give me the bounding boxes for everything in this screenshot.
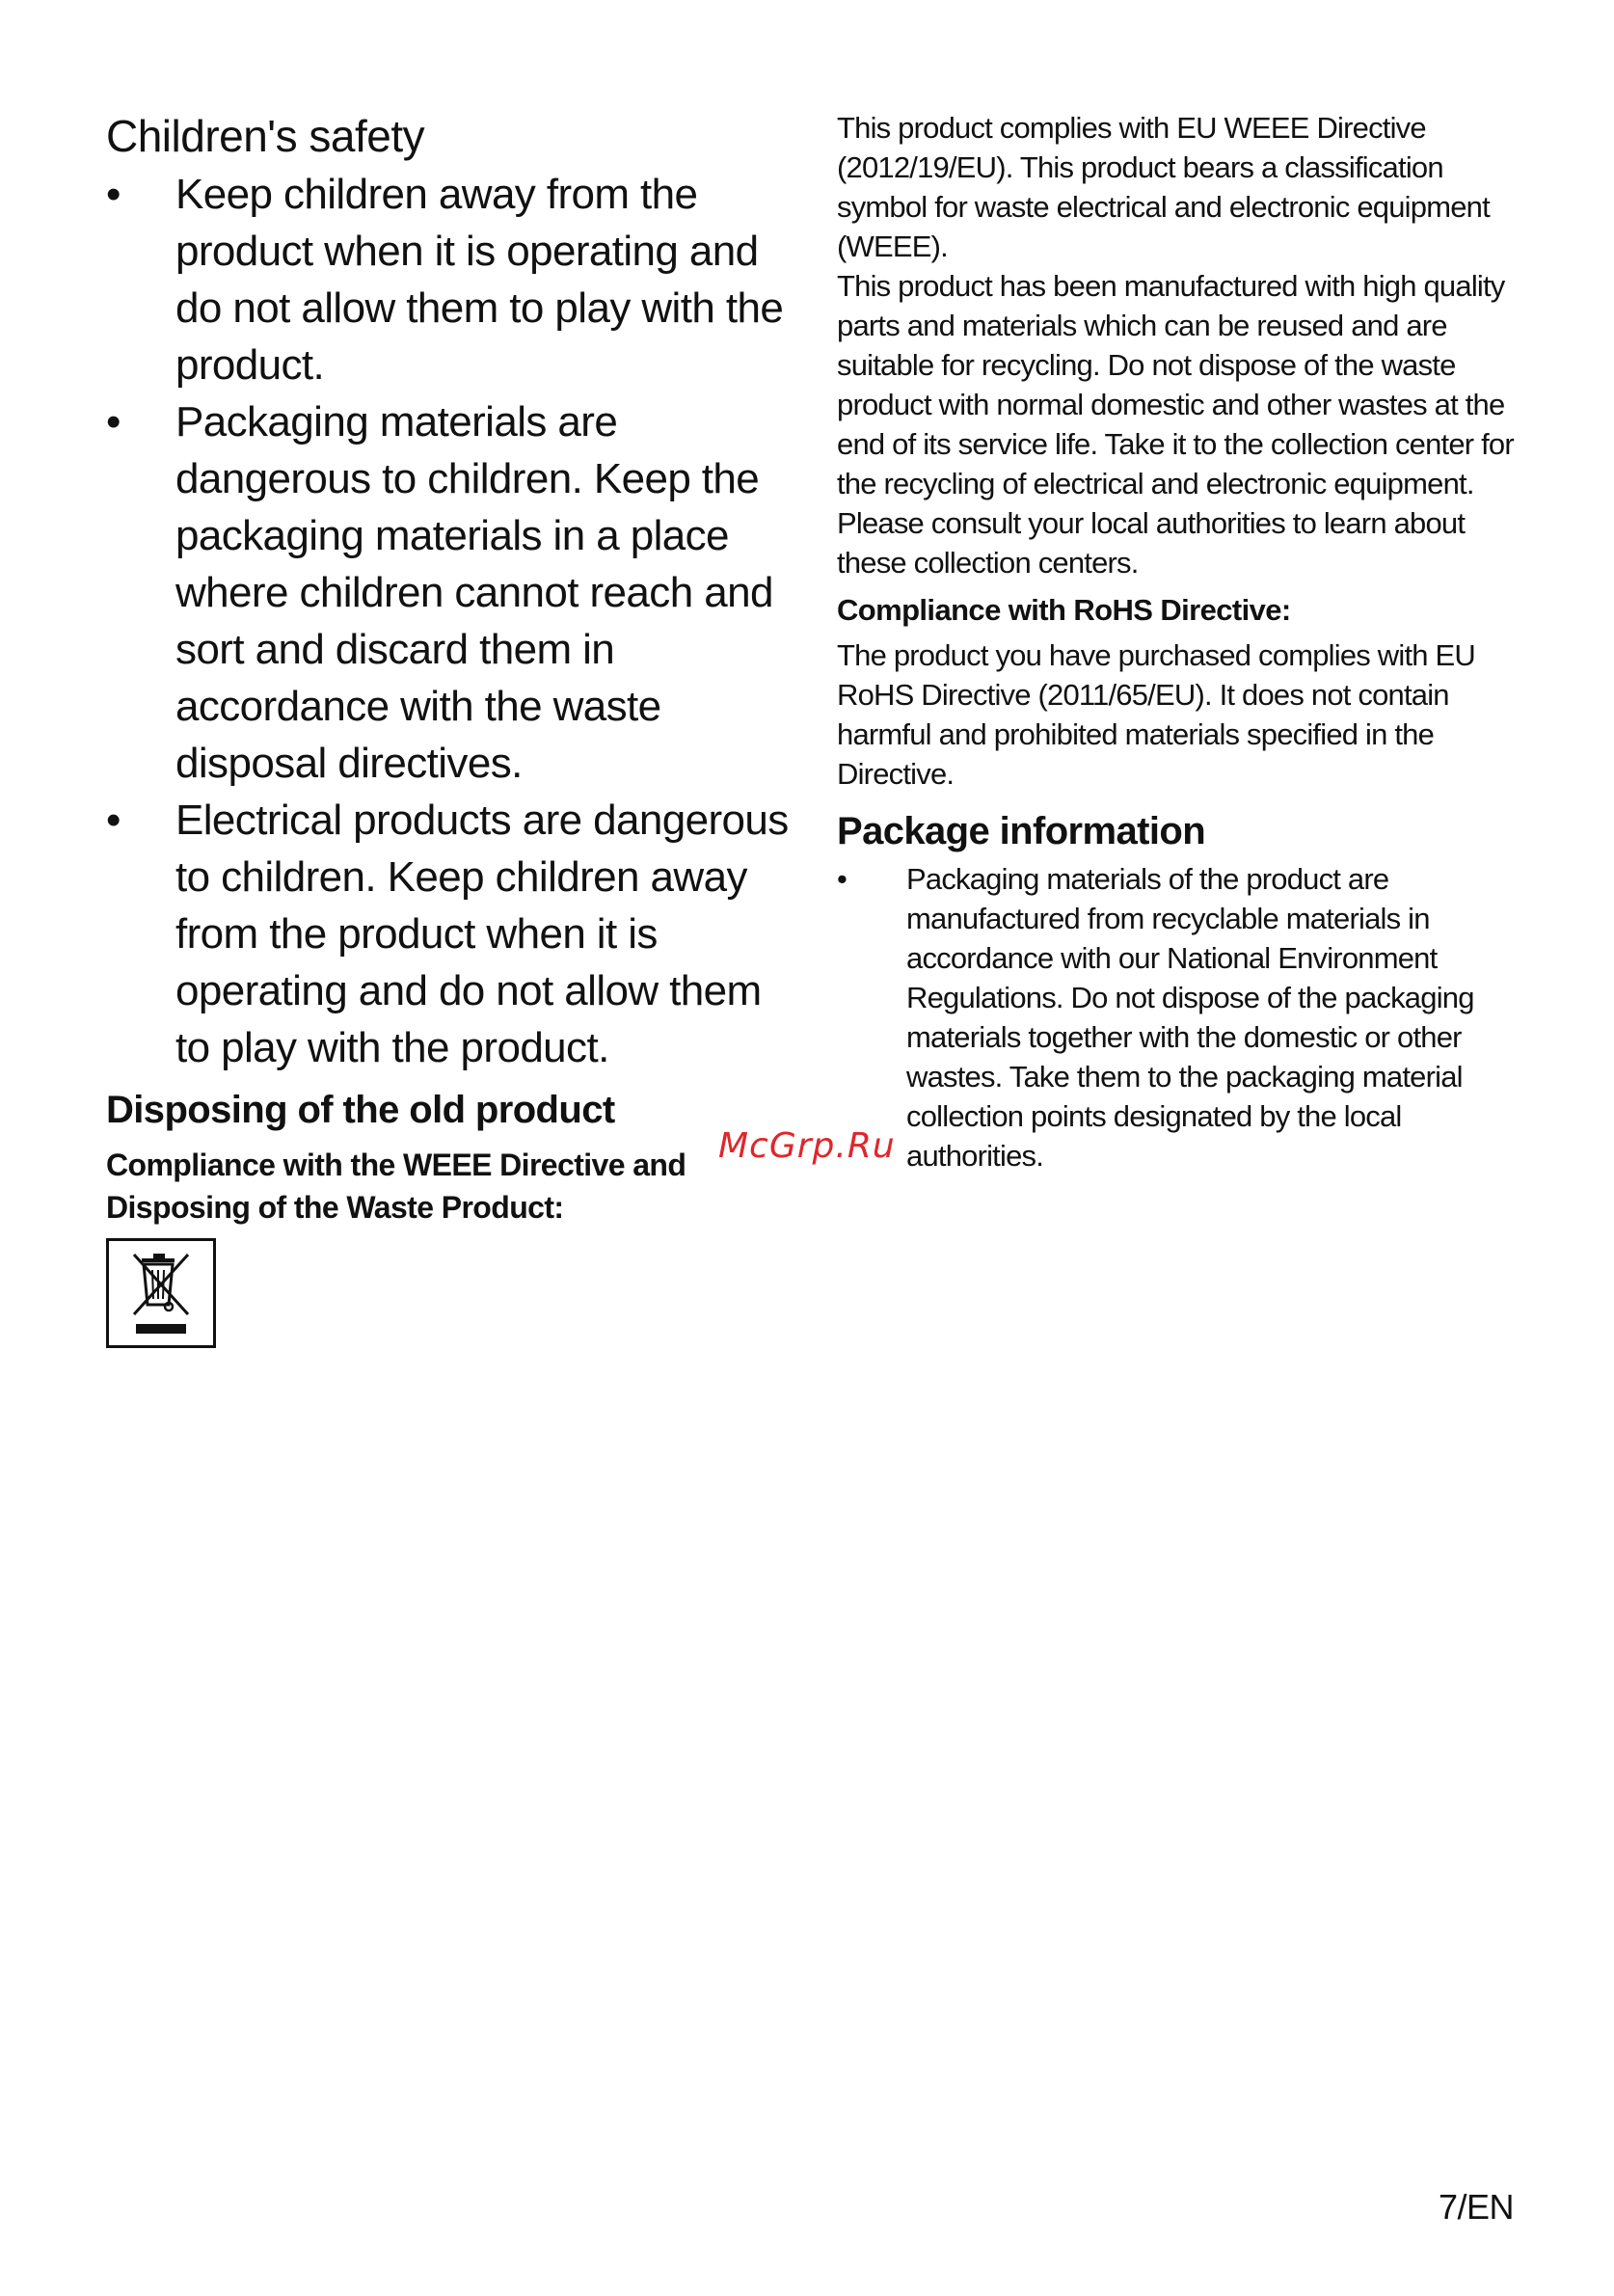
bullet-icon: • (106, 171, 121, 218)
left-column (106, 108, 791, 1348)
list-item (106, 166, 791, 393)
childrens-safety-list (106, 166, 791, 1076)
list-item-text: Packaging materials of the product are manufactured from recyclable materials in accordance with our National Environment Regulations. Do not dispose of the packaging materials together with the domestic or other wastes. Take them to the packaging material collection points designated by the local authorities. (906, 862, 1474, 1173)
right-column (837, 108, 1521, 1175)
rohs-paragraph: The product you have purchased complies with EU RoHS Directive (2011/65/EU). It does not contain harmful and prohibited materials specified in the Directive. (837, 638, 1475, 791)
weee-bin-svg (109, 1241, 213, 1345)
package-info-heading: Package information (837, 810, 1206, 852)
list-item (837, 859, 1521, 1175)
weee-compliance-subheading: Compliance with the WEEE Directive and Disposing of the Waste Product: (106, 1148, 686, 1225)
weee-crossed-bin-icon (106, 1238, 216, 1348)
disposing-heading: Disposing of the old product (106, 1089, 615, 1131)
list-item-text: Electrical products are dangerous to children. Keep children away from the product when it is operating and do not allow them to play with the product. (175, 797, 789, 1071)
childrens-safety-heading: Children's safety (106, 111, 425, 161)
watermark-text: McGrp.Ru (718, 1126, 896, 1166)
weee-paragraph-2: This product has been manufactured with high quality parts and materials which can be reused and are suitable for recycling. Do not dispose of the waste product with normal domestic and other wastes at the end of its service life. Take it to the collection center for the recycling of electrical and electronic equipment. Please consult your local authorities to learn about these collection centers. (837, 269, 1514, 580)
page-number: 7/EN (1438, 2187, 1514, 2227)
list-item (106, 393, 791, 792)
weee-paragraph-1: This product complies with EU WEEE Directive (2012/19/EU). This product bears a classification symbol for waste electrical and electronic equipment (WEEE). (837, 111, 1490, 263)
bullet-icon: • (837, 862, 847, 896)
bullet-icon: • (106, 398, 121, 446)
list-item-text: Keep children away from the product when it is operating and do not allow them to play with the product. (175, 171, 784, 389)
list-item (106, 792, 791, 1076)
rohs-heading: Compliance with RoHS Directive: (837, 593, 1291, 627)
list-item-text: Packaging materials are dangerous to children. Keep the packaging materials in a place where children cannot reach and sort and discard them in accordance with the waste disposal directives. (175, 398, 773, 787)
bullet-icon: • (106, 797, 121, 844)
package-info-list (837, 859, 1521, 1175)
